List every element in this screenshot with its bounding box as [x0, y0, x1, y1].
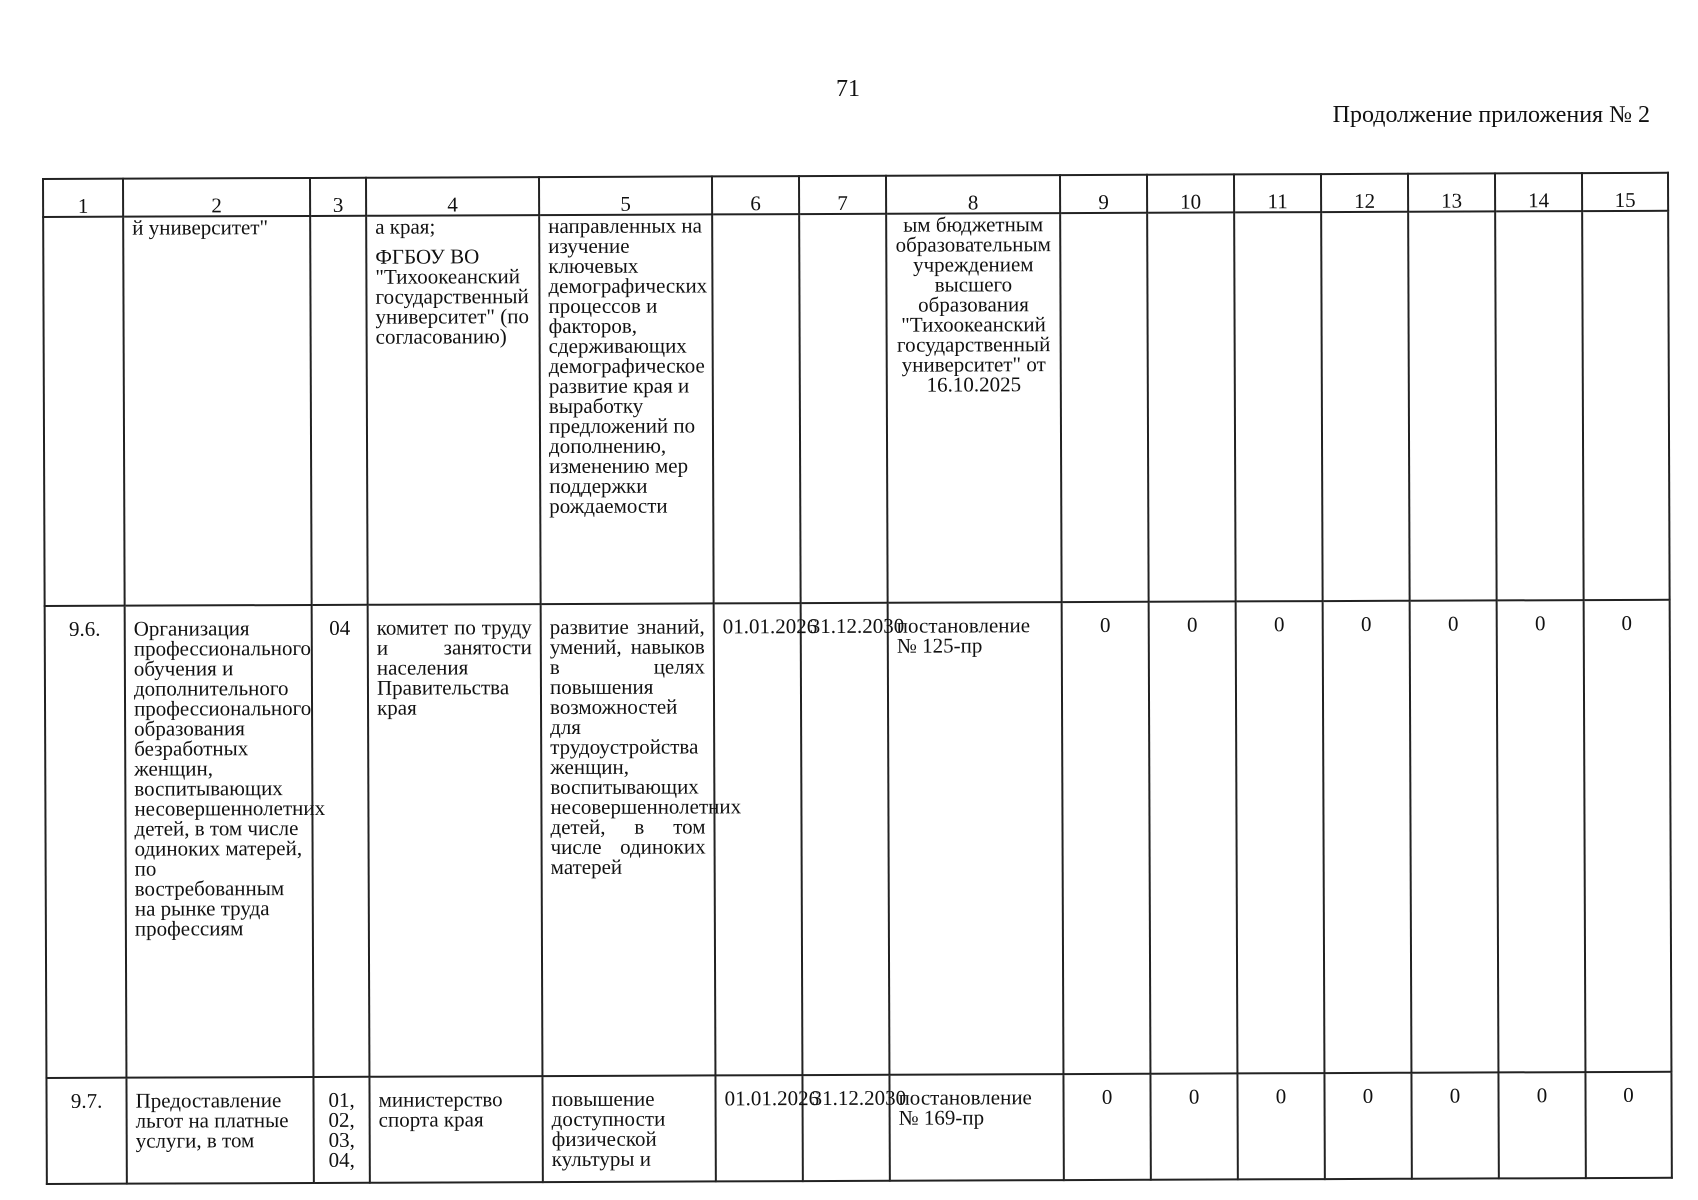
column-header: 7 — [799, 176, 886, 214]
value-cell: 0 — [1498, 1072, 1585, 1178]
result-cell: развитие знаний, умений, навыков в целях повышения возможностей для трудоустройства женщин, воспитывающих несовершеннолетних детей, в том числе одиноких матерей — [541, 603, 716, 1076]
result-cell: направленных на изучение ключевых демографических процессов и факторов, сдерживающих демографическое развитие края и выработку предложений по дополнению, изменению мер поддержки рождаемости — [539, 214, 713, 604]
table-cell — [1147, 212, 1235, 601]
column-header: 6 — [712, 176, 799, 214]
table-cell — [43, 217, 124, 606]
value-cell: 0 — [1584, 600, 1672, 1072]
column-header: 3 — [310, 178, 366, 216]
plan-table — [42, 172, 1673, 1185]
result-cell: повышение доступности физической культуры и — [542, 1075, 715, 1182]
value-cell: 0 — [1149, 601, 1238, 1073]
executor-cell: министерство спорта края — [369, 1076, 542, 1183]
basis-cell: ым бюджетным образовательным учреждением высшего образования "Тихоокеанский государственный университет" от 16.10.2025 — [886, 213, 1061, 603]
activity-name-cell: Организация профессионального обучения и дополнительного профессионального образования безработных женщин, воспитывающих несовершеннолетних детей, в том числе одиноких матерей, по востребованным на рынке труда профессиям — [125, 605, 314, 1078]
basis-cell: постановление № 169-пр — [889, 1074, 1063, 1181]
table-row — [46, 1072, 1671, 1184]
appendix-continuation-note: Продолжение приложения № 2 — [1332, 102, 1650, 128]
column-header: 14 — [1495, 173, 1582, 211]
table-cell — [1582, 211, 1669, 600]
page-number: 71 — [836, 76, 860, 102]
table-row — [45, 600, 1672, 1078]
code-cell: 01, 02, 03, 04, — [313, 1077, 369, 1183]
column-header: 8 — [886, 175, 1060, 214]
row-number-cell: 9.7. — [46, 1078, 126, 1184]
table-cell — [1321, 212, 1409, 601]
value-cell: 0 — [1150, 1073, 1237, 1179]
start-date-cell: 01.01.2026 — [714, 603, 803, 1075]
column-header: 1 — [43, 179, 123, 217]
column-number-header-row — [43, 173, 1668, 217]
value-cell: 0 — [1062, 602, 1151, 1074]
column-header: 2 — [123, 178, 310, 217]
executor-text: ФГБОУ ВО "Тихоокеанский государственный университет" (по согласованию) — [375, 244, 529, 349]
activity-name-cell: Предоставление льгот на платные услуги, в том — [126, 1077, 313, 1184]
table-cell — [1060, 213, 1148, 602]
value-cell: 0 — [1410, 600, 1499, 1072]
start-date-cell: 01.01.2026 — [715, 1075, 802, 1181]
executor-cell — [366, 215, 540, 605]
table-cell — [1234, 212, 1322, 601]
column-header: 15 — [1582, 173, 1668, 211]
table-cell — [799, 214, 887, 603]
column-header: 9 — [1060, 175, 1147, 213]
value-cell: 0 — [1585, 1072, 1671, 1178]
column-header: 12 — [1321, 174, 1408, 212]
code-cell: 04 — [312, 605, 370, 1077]
basis-cell: постановление № 125-пр — [888, 602, 1064, 1075]
activity-name-cell: й университет" — [123, 216, 311, 606]
table-row-continued — [43, 211, 1669, 606]
value-cell: 0 — [1323, 601, 1412, 1073]
table-cell — [712, 214, 800, 603]
value-cell: 0 — [1236, 601, 1325, 1073]
value-cell: 0 — [1063, 1074, 1150, 1180]
row-number-cell: 9.6. — [45, 606, 127, 1078]
column-header: 5 — [539, 176, 712, 215]
table-cell — [310, 216, 367, 605]
value-cell: 0 — [1411, 1072, 1498, 1178]
table-cell — [1408, 211, 1496, 600]
table-cell — [1495, 211, 1583, 600]
value-cell: 0 — [1237, 1073, 1324, 1179]
column-header: 11 — [1234, 174, 1321, 212]
executor-text: а края; — [375, 214, 436, 239]
value-cell: 0 — [1497, 600, 1586, 1072]
column-header: 4 — [366, 177, 539, 216]
value-cell: 0 — [1324, 1073, 1411, 1179]
column-header: 13 — [1408, 173, 1495, 211]
executor-cell: комитет по труду и занятости населения Правительства края — [368, 604, 543, 1077]
end-date-cell: 31.12.2030 — [801, 603, 890, 1075]
end-date-cell: 31.12.2030 — [802, 1075, 889, 1181]
column-header: 10 — [1147, 174, 1234, 212]
